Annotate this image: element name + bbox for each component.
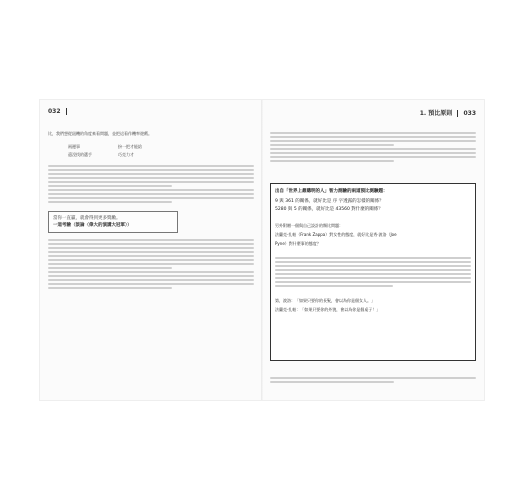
mini-list-row: [68, 151, 254, 159]
box-title: 出自「世界上最聰明的人」智力測驗的兩道預比測驗題：: [275, 189, 388, 194]
left-page-number: 032: [48, 108, 61, 115]
box-subtitle: 另外附贈一個與自己設計的類比問題：: [275, 223, 343, 228]
box-question-2: 5280 與 5 的關係，就好比是 43560 對什麼的關係？: [275, 207, 383, 212]
analogy-question-box: [270, 183, 476, 361]
left-page: [40, 100, 262, 400]
right-page: [262, 100, 484, 400]
mini-list-cell: 巧克力才: [118, 152, 134, 157]
left-mini-list: [68, 143, 254, 159]
right-page-header-title: 1. 預比原則: [419, 110, 453, 117]
right-page-number: 033: [463, 110, 476, 117]
mini-list-cell: 兩邊事: [68, 144, 80, 149]
right-bottom-text: [270, 375, 476, 385]
right-top-text: [270, 130, 476, 164]
header-separator: [457, 110, 458, 117]
mini-list-cell: 還沒找的選手: [68, 152, 92, 157]
box-question-1: 9 與 361 的關係，就好比是 序 字透露的怎樣的關係？: [275, 199, 384, 204]
box-text-2: Pyne）對什麼事的態度？: [275, 241, 321, 246]
right-page-header: [420, 108, 476, 117]
callout-line-2: 一道考驗（談論〈偉大的演講大冠軍〉）: [53, 223, 132, 228]
callout-line-1: 當你一直贏，就會得到更多獎勵。: [53, 216, 121, 221]
left-text-block: [48, 165, 254, 203]
box-text-lines: [275, 257, 471, 287]
header-separator: [66, 108, 67, 115]
left-text-block-2: [48, 239, 254, 289]
book-spread: [40, 100, 484, 400]
mini-list-cell: 拚一把才能給: [118, 144, 142, 149]
left-callout-box: [48, 211, 178, 233]
mini-list-row: [68, 143, 254, 151]
box-text-1: 法蘭克·扎帕（Frank Zappa）對女性的態度，就好比是秀·波洛（Joe: [275, 232, 397, 237]
left-intro-paragraph: 比，我們想從紐機的角度來看問題，並把這看作機率遊戲。: [48, 131, 152, 136]
dialogue-line-1: 第，波洛：「如果只要你的長髮，會以為你是個女人。」: [275, 298, 375, 303]
left-page-body: [48, 130, 254, 291]
left-page-header: [48, 108, 70, 115]
dialogue-line-2: 法蘭克·扎帕：「如果只要你的外貌，會以為你是個桌子！」: [275, 307, 381, 312]
